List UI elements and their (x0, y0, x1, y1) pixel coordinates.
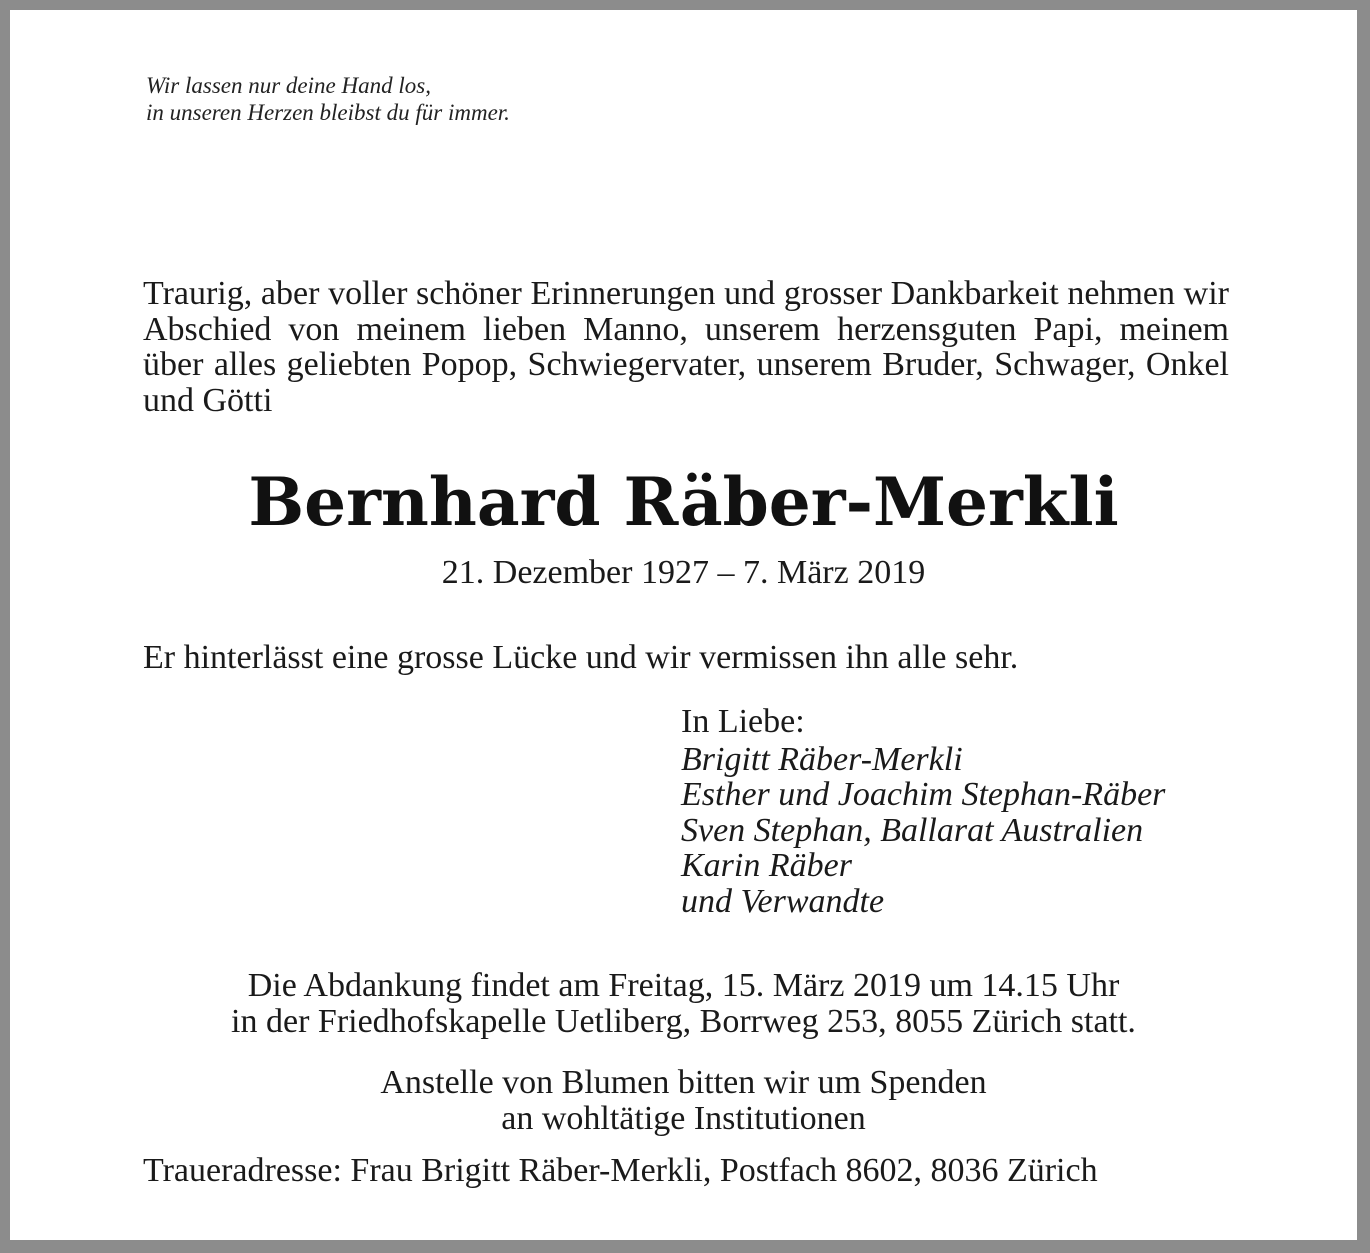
donation-note (10, 1065, 1357, 1136)
family-member: und Verwandte (681, 882, 885, 920)
family-member: Brigitt Räber-Merkli (681, 740, 963, 778)
intro-paragraph: Traurig, aber voller schöner Erinnerungen und grosser Dankbarkeit nehmen wir Abschied von meinem lieben Manno, unserem herzensguten Papi, meinem über alles geliebten Popop, Schwiegervater, unserem Bruder, Schwager, Onkel und Götti (143, 275, 1229, 419)
motto-quote (146, 72, 510, 126)
life-dates: 21. Dezember 1927 – 7. März 2019 (441, 554, 926, 591)
donation-line: an wohltätige Institutionen (501, 1099, 866, 1137)
donation-line: Anstelle von Blumen bitten wir um Spenden (380, 1064, 987, 1101)
ceremony-info (10, 968, 1357, 1039)
deceased-name: Bernhard Räber-Merkli (248, 463, 1119, 541)
mourning-address: Traueradresse: Frau Brigitt Räber-Merkli, Postfach 8602, 8036 Zürich (143, 1152, 1098, 1189)
closing-note: Er hinterlässt eine grosse Lücke und wir vermissen ihn alle sehr. (143, 639, 1019, 676)
motto-line: Wir lassen nur deine Hand los, (146, 73, 431, 98)
motto-line: in unseren Herzen bleibst du für immer. (146, 100, 510, 125)
family-label: In Liebe: (681, 703, 805, 740)
ceremony-line: Die Abdankung findet am Freitag, 15. März 2019 um 14.15 Uhr (247, 967, 1120, 1004)
family-member: Sven Stephan, Ballarat Australien (681, 811, 1144, 849)
family-member: Esther und Joachim Stephan-Räber (681, 776, 1166, 813)
ceremony-line: in der Friedhofskapelle Uetliberg, Borrweg 253, 8055 Zürich statt. (231, 1002, 1136, 1040)
family-member: Karin Räber (681, 847, 852, 884)
family-signature (681, 704, 1165, 919)
obituary-page (10, 10, 1357, 1240)
